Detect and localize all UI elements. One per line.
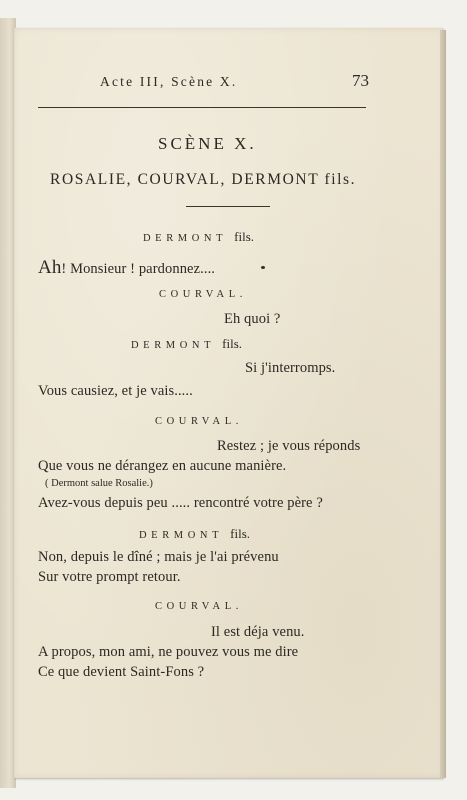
dialogue-line: Si j'interromps. — [245, 360, 336, 376]
dialogue-line: Eh quoi ? — [224, 311, 281, 327]
running-header: Acte III, Scène X. — [100, 74, 238, 89]
dialogue-line: Avez-vous depuis peu ..... rencontré votre père ? — [38, 495, 323, 511]
page-right-edge — [440, 30, 446, 778]
line-text: ! Monsieur ! pardonnez.... — [61, 261, 216, 277]
speaker-name: DERMONT — [143, 233, 227, 244]
dialogue-line: Non, depuis le dîné ; mais je l'ai prévenu — [38, 549, 279, 565]
dialogue-line: Sur votre prompt retour. — [38, 569, 181, 585]
dialogue-line: Que vous ne dérangez en aucune manière. — [38, 458, 287, 474]
speaker-heading — [143, 230, 254, 245]
ink-speck — [261, 266, 265, 269]
dialogue-line: A propos, mon ami, ne pouvez vous me dire — [38, 644, 299, 660]
dialogue-line: Il est déja venu. — [211, 624, 305, 640]
speaker-suffix: fils. — [234, 229, 255, 244]
speaker-heading: COURVAL. — [159, 289, 247, 300]
speaker-heading — [139, 527, 250, 542]
speaker-heading — [131, 337, 242, 352]
drop-cap: Ah — [38, 257, 62, 278]
dialogue-line: Vous causiez, et je vais..... — [38, 383, 193, 399]
stage-direction: ( Dermont salue Rosalie.) — [45, 478, 153, 489]
dialogue-line — [38, 258, 215, 277]
speaker-heading: COURVAL. — [155, 416, 243, 427]
scene-title: SCÈNE X. — [158, 134, 257, 153]
speaker-suffix: fils. — [230, 526, 251, 541]
scene-divider — [186, 206, 270, 207]
dialogue-line: Ce que devient Saint-Fons ? — [38, 664, 205, 680]
page-number: 73 — [352, 71, 369, 90]
speaker-heading: COURVAL. — [155, 601, 243, 612]
speaker-name: DERMONT — [139, 530, 223, 541]
scene-characters: ROSALIE, COURVAL, DERMONT fils. — [50, 171, 357, 188]
header-rule — [38, 107, 366, 108]
dialogue-line: Restez ; je vous réponds — [217, 438, 361, 454]
speaker-name: DERMONT — [131, 340, 215, 351]
speaker-suffix: fils. — [222, 336, 243, 351]
